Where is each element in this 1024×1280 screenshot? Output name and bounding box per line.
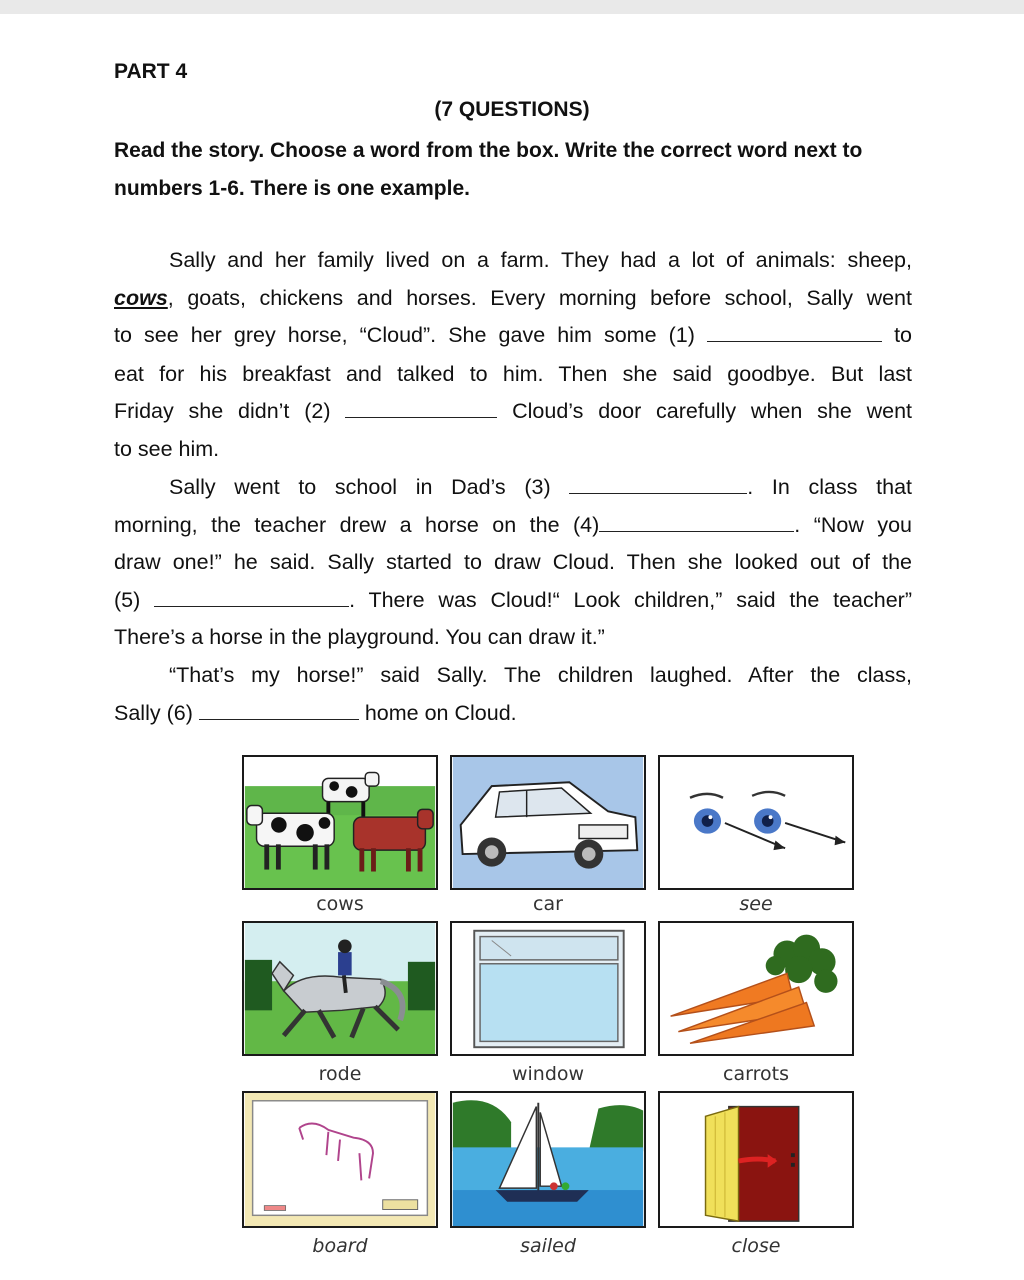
top-bar xyxy=(0,0,1024,14)
answer-blank-5[interactable] xyxy=(154,588,349,607)
answer-blank-6[interactable] xyxy=(199,701,359,720)
story-line-9: draw one!” he said. Sally started to draw Cloud. Then she looked out of the xyxy=(114,550,912,574)
carrots-picture xyxy=(658,921,854,1056)
word-window: window xyxy=(511,1063,585,1085)
eyes-picture xyxy=(658,755,854,890)
story-line-1: Sally and her family lived on a farm. They had a lot of animals: sheep, xyxy=(169,248,912,272)
whiteboard-picture xyxy=(242,1091,438,1228)
word-cows: cows xyxy=(316,893,364,915)
cows-picture xyxy=(242,755,438,890)
answer-blank-3[interactable] xyxy=(569,475,747,494)
part-heading: PART 4 xyxy=(114,60,188,83)
word-rode: rode xyxy=(318,1063,362,1085)
story-line-11: There’s a horse in the playground. You can draw it.” xyxy=(114,625,605,649)
story-line-8: morning, the teacher drew a horse on the (4) . “Now you xyxy=(114,513,912,537)
answer-blank-1[interactable] xyxy=(707,323,882,342)
story-line-12: “That’s my horse!” said Sally. The children laughed. After the class, xyxy=(169,663,912,687)
word-board: board xyxy=(312,1235,368,1257)
horse-rider-picture xyxy=(242,921,438,1056)
story-line-6: to see him. xyxy=(114,437,220,461)
example-answer: cows xyxy=(114,286,168,310)
answer-blank-4[interactable] xyxy=(599,513,794,532)
story-line-5: Friday she didn’t (2) Cloud’s door carefully when she went xyxy=(114,399,912,423)
story-line-3: to see her grey horse, “Cloud”. She gave him some (1) to xyxy=(114,323,913,347)
story-line-10: (5) . There was Cloud!“ Look children,” said the teacher” xyxy=(114,588,912,612)
story-line-7: Sally went to school in Dad’s (3) . In class that xyxy=(169,475,912,499)
word-sailed: sailed xyxy=(520,1235,576,1257)
word-car: car xyxy=(533,893,563,915)
sailboat-picture xyxy=(450,1091,646,1228)
word-carrots: carrots xyxy=(723,1063,789,1085)
story-line-4: eat for his breakfast and talked to him. Then she said goodbye. But last xyxy=(114,362,912,386)
word-close: close xyxy=(731,1235,781,1257)
story-line-13: Sally (6) home on Cloud. xyxy=(114,701,517,725)
question-count: (7 QUESTIONS) xyxy=(434,98,590,121)
word-see: see xyxy=(739,893,773,915)
answer-blank-2[interactable] xyxy=(345,399,497,418)
car-picture xyxy=(450,755,646,890)
window-picture xyxy=(450,921,646,1056)
instructions: Read the story. Choose a word from the box. Write the correct word next to numbers 1-6. There is one example. xyxy=(114,139,863,200)
story-line-2: cows, goats, chickens and horses. Every morning before school, Sally went xyxy=(114,286,912,310)
door-picture xyxy=(658,1091,854,1228)
